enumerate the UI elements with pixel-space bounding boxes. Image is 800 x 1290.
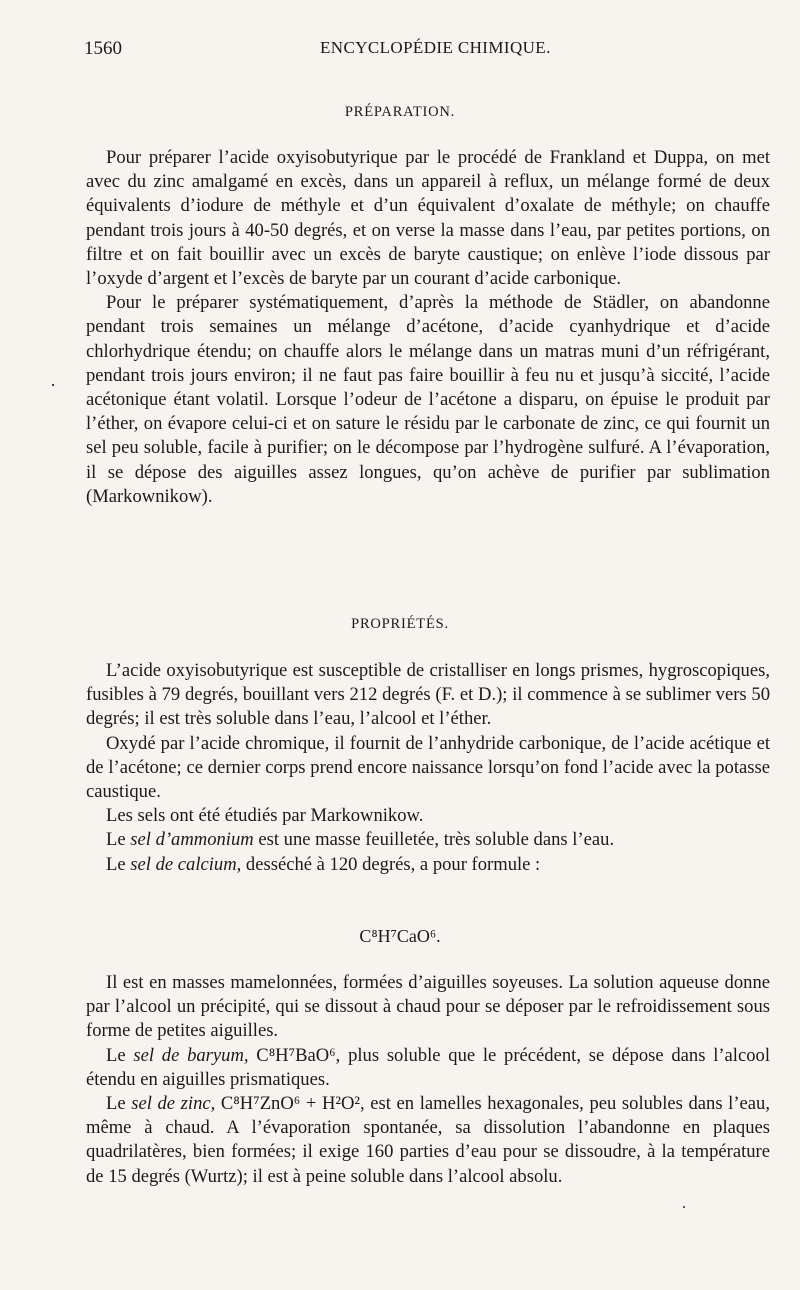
text: est en lamelles hexagonales, peu solubles dans l’eau, même à chaud. A l’évaporation spontanée, sa dissolution l’abandonne en plaques quadrilatères, bien formées; il exige 160 parties d’eau pour se dissoudre, à la température de 15 degrés (Wurtz); il est à peine soluble dans l’alcool absolu.: [86, 1093, 770, 1187]
paragraph: Les sels ont été étudiés par Markownikow.: [106, 805, 424, 827]
paragraph: [86, 1092, 770, 1189]
properties-body-bottom: [86, 971, 770, 1189]
running-title: ENCYCLOPÉDIE CHIMIQUE.: [320, 38, 551, 57]
section-title-preparation: PRÉPARATION.: [344, 104, 456, 120]
formula: C⁸H⁷ZnO⁶ + H²O²,: [215, 1093, 365, 1115]
margin-mark: .: [682, 1195, 686, 1212]
page-header: [84, 38, 778, 62]
salt-name: sel d’ammonium: [130, 829, 254, 851]
text: plus soluble que le précédent, se dépose dans l’alcool étendu en aiguilles prismatiques.: [86, 1044, 770, 1090]
text: Le: [106, 1044, 134, 1066]
text: Le: [106, 853, 131, 875]
page-number: 1560: [84, 38, 122, 59]
paragraph: [86, 853, 770, 877]
text: Le: [106, 829, 131, 851]
text: est une masse feuilletée, très soluble dans l’eau.: [253, 829, 615, 851]
salt-name: sel de zinc,: [131, 1093, 216, 1115]
text: Le: [106, 1093, 132, 1115]
properties-body-top: [86, 659, 770, 877]
section-title-properties: PROPRIÉTÉS.: [351, 616, 449, 632]
paragraph: [86, 1044, 770, 1092]
formula-calcium: C⁸H⁷CaO⁶.: [359, 926, 441, 946]
formula: C⁸H⁷BaO⁶,: [248, 1044, 341, 1066]
paragraph: Pour le préparer systématiquement, d’après la méthode de Städler, on abandonne pendant trois semaines un mélange d’acétone, d’acide cyanhydrique et d’acide chlorhydrique étendu; on chauffe alors le mélange dans un matras muni d’un réfrigérant, pendant trois jours environ; il ne faut pas faire bouillir à feu nu et jusqu’à siccité, l’acide acétonique étant volatil. Lorsque l’odeur de l’acétone a disparu, on épuise le produit par l’éther, on évapore celui-ci et on sature le résidu par le carbonate de zinc, ce qui fournit un sel peu soluble, facile à purifier; on le décompose par l’hydrogène sulfuré. A l’évaporation, il se dépose des aiguilles assez longues, qu’on achève de purifier par sublimation (Markownikow).: [86, 292, 770, 507]
margin-mark: ·: [50, 375, 56, 395]
paragraph: Pour préparer l’acide oxyisobutyrique par le procédé de Frankland et Duppa, on met avec du zinc amalgamé en excès, dans un appareil à reflux, un mélange formé de deux équivalents d’iodure de méthyle et d’un équivalent d’oxalate de méthyle; on chauffe pendant trois jours à 40-50 degrés, et on verse la masse dans l’eau, par petites portions, on filtre et on fait bouillir avec un excès de baryte caustique; on enlève l’iode dissous par l’oxyde d’argent et l’excès de baryte par un courant d’acide carbonique.: [86, 147, 770, 290]
paragraph: [86, 828, 770, 852]
salt-name: sel de baryum,: [133, 1044, 249, 1066]
paragraph: Oxydé par l’acide chromique, il fournit de l’anhydride carbonique, de l’acide acétique et de l’acétone; ce dernier corps prend encore naissance lorsqu’on fond l’acide avec la potasse caustique.: [86, 732, 770, 803]
text: desséché à 120 degrés, a pour formule :: [241, 853, 541, 875]
salt-name: sel de calcium,: [130, 853, 242, 875]
paragraph: Il est en masses mamelonnées, formées d’aiguilles soyeuses. La solution aqueuse donne par l’alcool un précipité, qui se dissout à chaud pour se déposer par le refroidissement sous forme de petites aiguilles.: [86, 972, 770, 1042]
paragraph: L’acide oxyisobutyrique est susceptible de cristalliser en longs prismes, hygroscopiques, fusibles à 79 degrés, bouillant vers 212 degrés (F. et D.); il commence à se sublimer vers 50 degrés; il est très soluble dans l’eau, l’alcool et l’éther.: [86, 660, 770, 730]
preparation-body: [86, 146, 770, 509]
